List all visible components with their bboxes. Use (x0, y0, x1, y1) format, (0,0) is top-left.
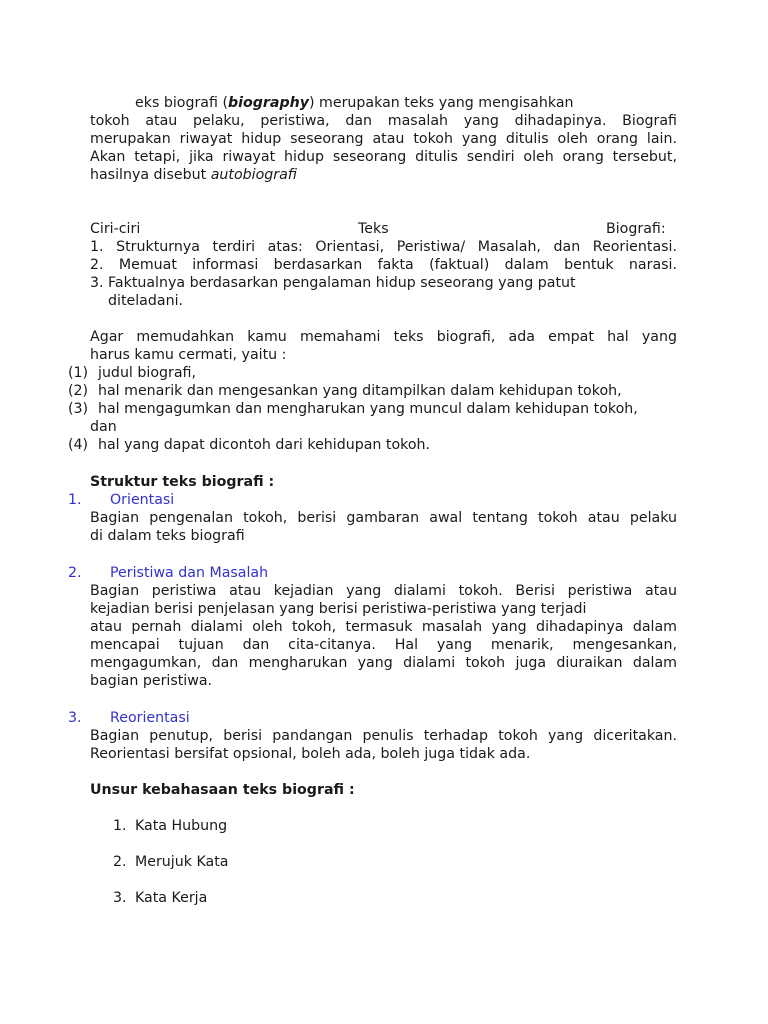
struktur-2-line-2: kejadian berisi penjelasan yang berisi peristiwa-peristiwa yang terjadi (90, 601, 587, 617)
agar-item-2: hal menarik dan mengesankan yang ditampilkan dalam kehidupan tokoh, (98, 383, 622, 399)
ciri-heading-word-1: Ciri-ciri (90, 221, 141, 237)
intro-line-4: Akan tetapi, jika riwayat hidup seseorang ditulis sendiri oleh orang tersebut, (90, 149, 677, 165)
struktur-1-line-1: Bagian pengenalan tokoh, berisi gambaran awal tentang tokoh atau pelaku (90, 510, 677, 526)
intro-line-1: eks biografi (biography) merupakan teks yang mengisahkan (135, 95, 574, 111)
agar-item-2-num: (2) (68, 383, 89, 399)
intro-line-5: hasilnya disebut autobiografi (90, 167, 297, 183)
unsur-item-3: Kata Kerja (135, 890, 208, 906)
intro-line-2: tokoh atau pelaku, peristiwa, dan masalah yang dihadapinya. Biografi (90, 113, 677, 129)
struktur-3-num: 3. (68, 710, 82, 726)
struktur-1-title: Orientasi (110, 492, 175, 508)
struktur-3-line-1: Bagian penutup, berisi pandangan penulis terhadap tokoh yang diceritakan. (90, 728, 677, 744)
agar-item-4: hal yang dapat dicontoh dari kehidupan tokoh. (98, 437, 431, 453)
struktur-2-title: Peristiwa dan Masalah (110, 565, 269, 581)
ciri-item-3-cont: diteladani. (108, 293, 184, 309)
agar-item-1-num: (1) (68, 365, 89, 381)
agar-item-3-num: (3) (68, 401, 89, 417)
struktur-2-num: 2. (68, 565, 82, 581)
agar-item-3-cont: dan (90, 419, 117, 435)
struktur-1-line-2: di dalam teks biografi (90, 528, 245, 544)
unsur-heading: Unsur kebahasaan teks biografi : (90, 782, 355, 798)
ciri-item-3: 3. Faktualnya berdasarkan pengalaman hidup seseorang yang patut (90, 275, 576, 291)
struktur-2-line-4: mencapai tujuan dan cita-citanya. Hal yang menarik, mengesankan, (90, 637, 677, 653)
struktur-2-line-6: bagian peristiwa. (90, 673, 213, 689)
struktur-3-line-2: Reorientasi bersifat opsional, boleh ada, boleh juga tidak ada. (90, 746, 531, 762)
agar-line-2: harus kamu cermati, yaitu : (90, 347, 287, 363)
agar-item-4-num: (4) (68, 437, 89, 453)
struktur-3-title: Reorientasi (110, 710, 190, 726)
unsur-item-1: Kata Hubung (135, 818, 228, 834)
struktur-2-line-3: atau pernah dialami oleh tokoh, termasuk masalah yang dihadapinya dalam (90, 619, 677, 635)
ciri-item-2: 2. Memuat informasi berdasarkan fakta (faktual) dalam bentuk narasi. (90, 257, 677, 273)
ciri-item-1: 1. Strukturnya terdiri atas: Orientasi, Peristiwa/ Masalah, dan Reorientasi. (90, 239, 677, 255)
unsur-item-3-num: 3. (113, 890, 127, 906)
struktur-heading: Struktur teks biografi : (90, 474, 275, 490)
ciri-heading-word-3: Biografi: (606, 221, 666, 237)
struktur-2-line-1: Bagian peristiwa atau kejadian yang dialami tokoh. Berisi peristiwa atau (90, 583, 677, 599)
struktur-2-line-5: mengagumkan, dan mengharukan yang dialami tokoh juga diuraikan dalam (90, 655, 677, 671)
agar-line-1: Agar memudahkan kamu memahami teks biografi, ada empat hal yang (90, 329, 677, 345)
unsur-item-2: Merujuk Kata (135, 854, 229, 870)
intro-line-3: merupakan riwayat hidup seseorang atau tokoh yang ditulis oleh orang lain. (90, 131, 677, 147)
agar-item-3: hal mengagumkan dan mengharukan yang muncul dalam kehidupan tokoh, (98, 401, 638, 417)
agar-item-1: judul biografi, (98, 365, 196, 381)
unsur-item-1-num: 1. (113, 818, 127, 834)
struktur-1-num: 1. (68, 492, 82, 508)
ciri-heading-word-2: Teks (358, 221, 389, 237)
unsur-item-2-num: 2. (113, 854, 127, 870)
